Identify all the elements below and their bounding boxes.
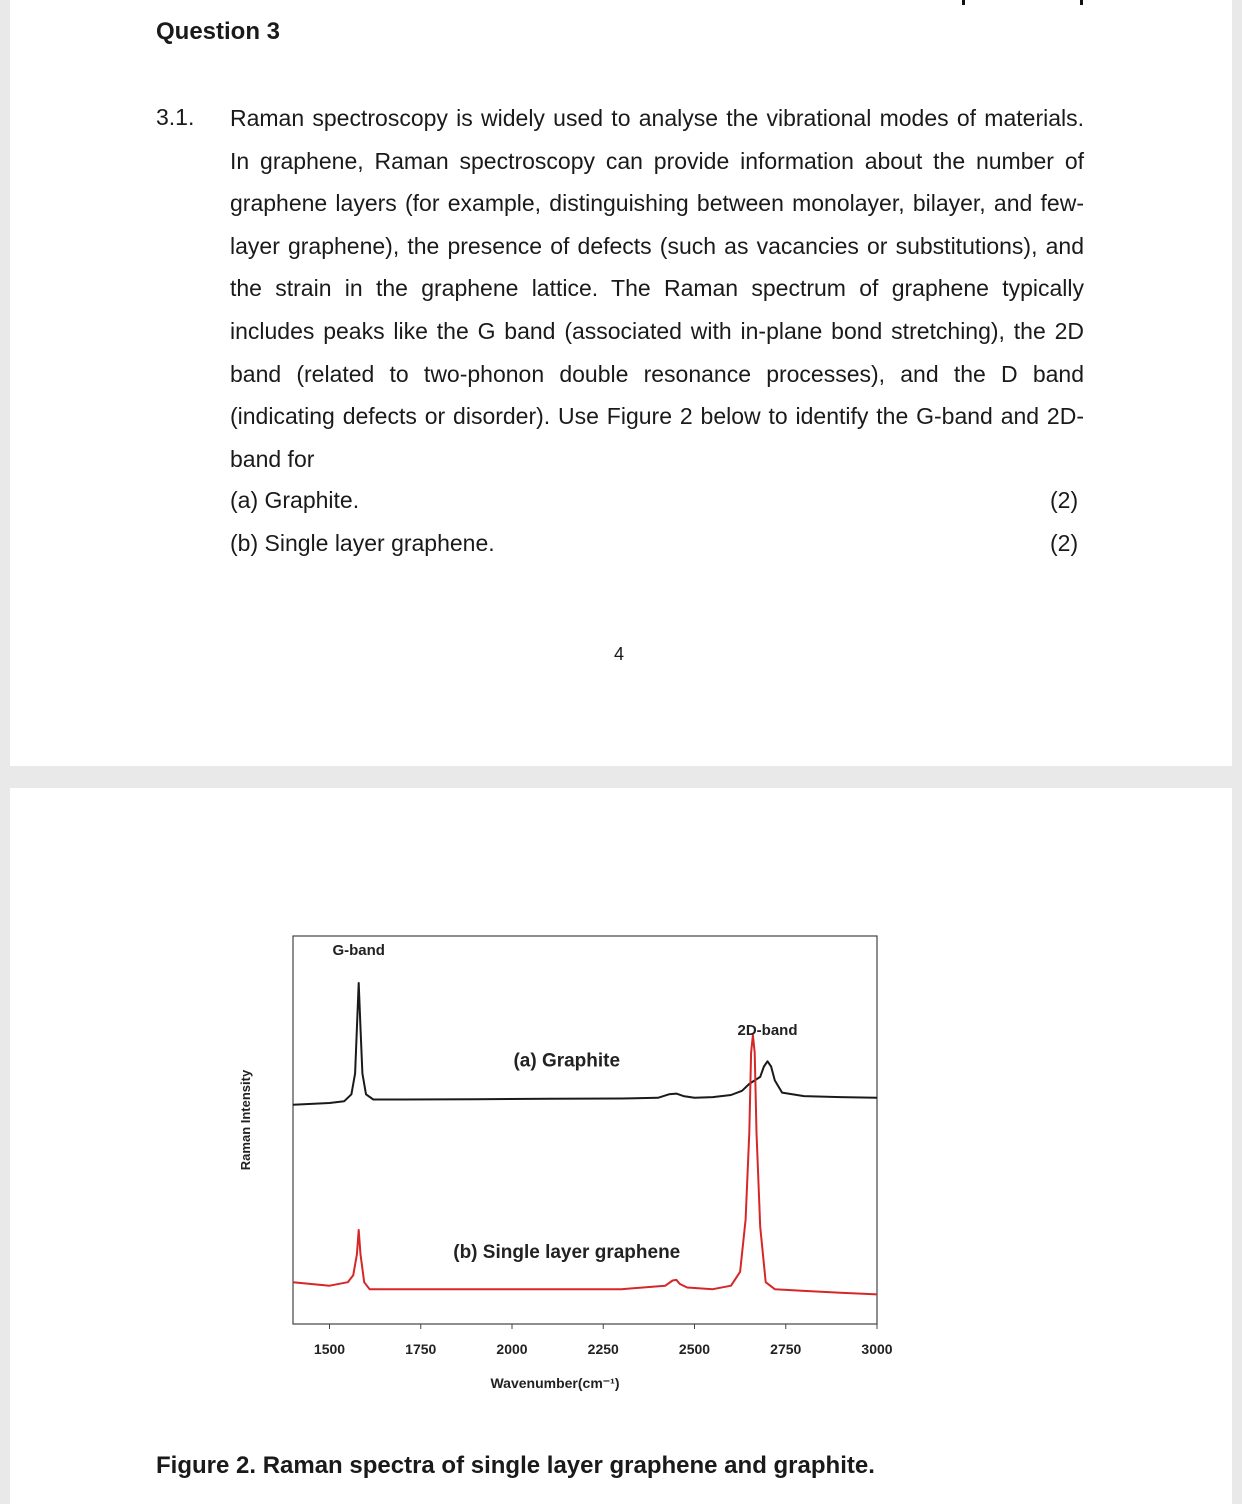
part-b-label: (b) Single layer graphene. xyxy=(230,530,495,556)
part-a-marks: (2) xyxy=(1050,487,1079,513)
x-tick-label: 1750 xyxy=(405,1341,437,1357)
figure-caption: Figure 2. Raman spectra of single layer graphene and graphite. xyxy=(156,1452,875,1479)
chart-annotation: (a) Graphite xyxy=(513,1050,621,1072)
x-tick-label: 2250 xyxy=(587,1341,619,1357)
part-b-marks: (2) xyxy=(1050,530,1079,556)
x-tick-label: 2000 xyxy=(496,1341,528,1357)
chart-annotation: 2D-band xyxy=(737,1022,798,1040)
page-corner-mark xyxy=(1080,0,1083,5)
part-a-label: (a) Graphite. xyxy=(230,487,360,513)
figure-page xyxy=(10,788,1232,1504)
plot-frame xyxy=(293,936,877,1324)
question-title: Question 3 xyxy=(156,18,281,45)
page-number: 4 xyxy=(614,644,625,664)
raman-chart xyxy=(10,788,1232,1448)
x-tick-label: 2500 xyxy=(678,1341,711,1357)
chart-annotation: (b) Single layer graphene xyxy=(453,1241,681,1263)
page-corner-mark xyxy=(962,0,965,5)
x-axis-label: Wavenumber(cm⁻¹) xyxy=(490,1375,620,1391)
x-tick-label: 1500 xyxy=(313,1341,346,1357)
x-tick-label: 3000 xyxy=(861,1341,893,1357)
chart-annotation: G-band xyxy=(332,942,385,960)
series-line-graphite xyxy=(293,983,877,1105)
x-tick-label: 2750 xyxy=(770,1341,802,1357)
question-number: 3.1. xyxy=(156,104,195,130)
y-axis-label: Raman Intensity xyxy=(238,1069,253,1171)
question-text: Raman spectroscopy is widely used to analyse the vibrational modes of materials. In graphene, Raman spectroscopy can provide information about the number of graphene layers (for example, distinguishing between monolayer, bilayer, and few-layer graphene), the presence of defects (such as vacancies or substitutions), and the strain in the graphene lattice. The Raman spectrum of graphene typically includes peaks like the G band (associated with in-plane bond stretching), the 2D band (related to two-phonon double resonance processes), and the D band (indicating defects or disorder). Use Figure 2 below to identify the G-band and 2D- band for xyxy=(230,105,1084,472)
question-page xyxy=(10,0,1232,766)
